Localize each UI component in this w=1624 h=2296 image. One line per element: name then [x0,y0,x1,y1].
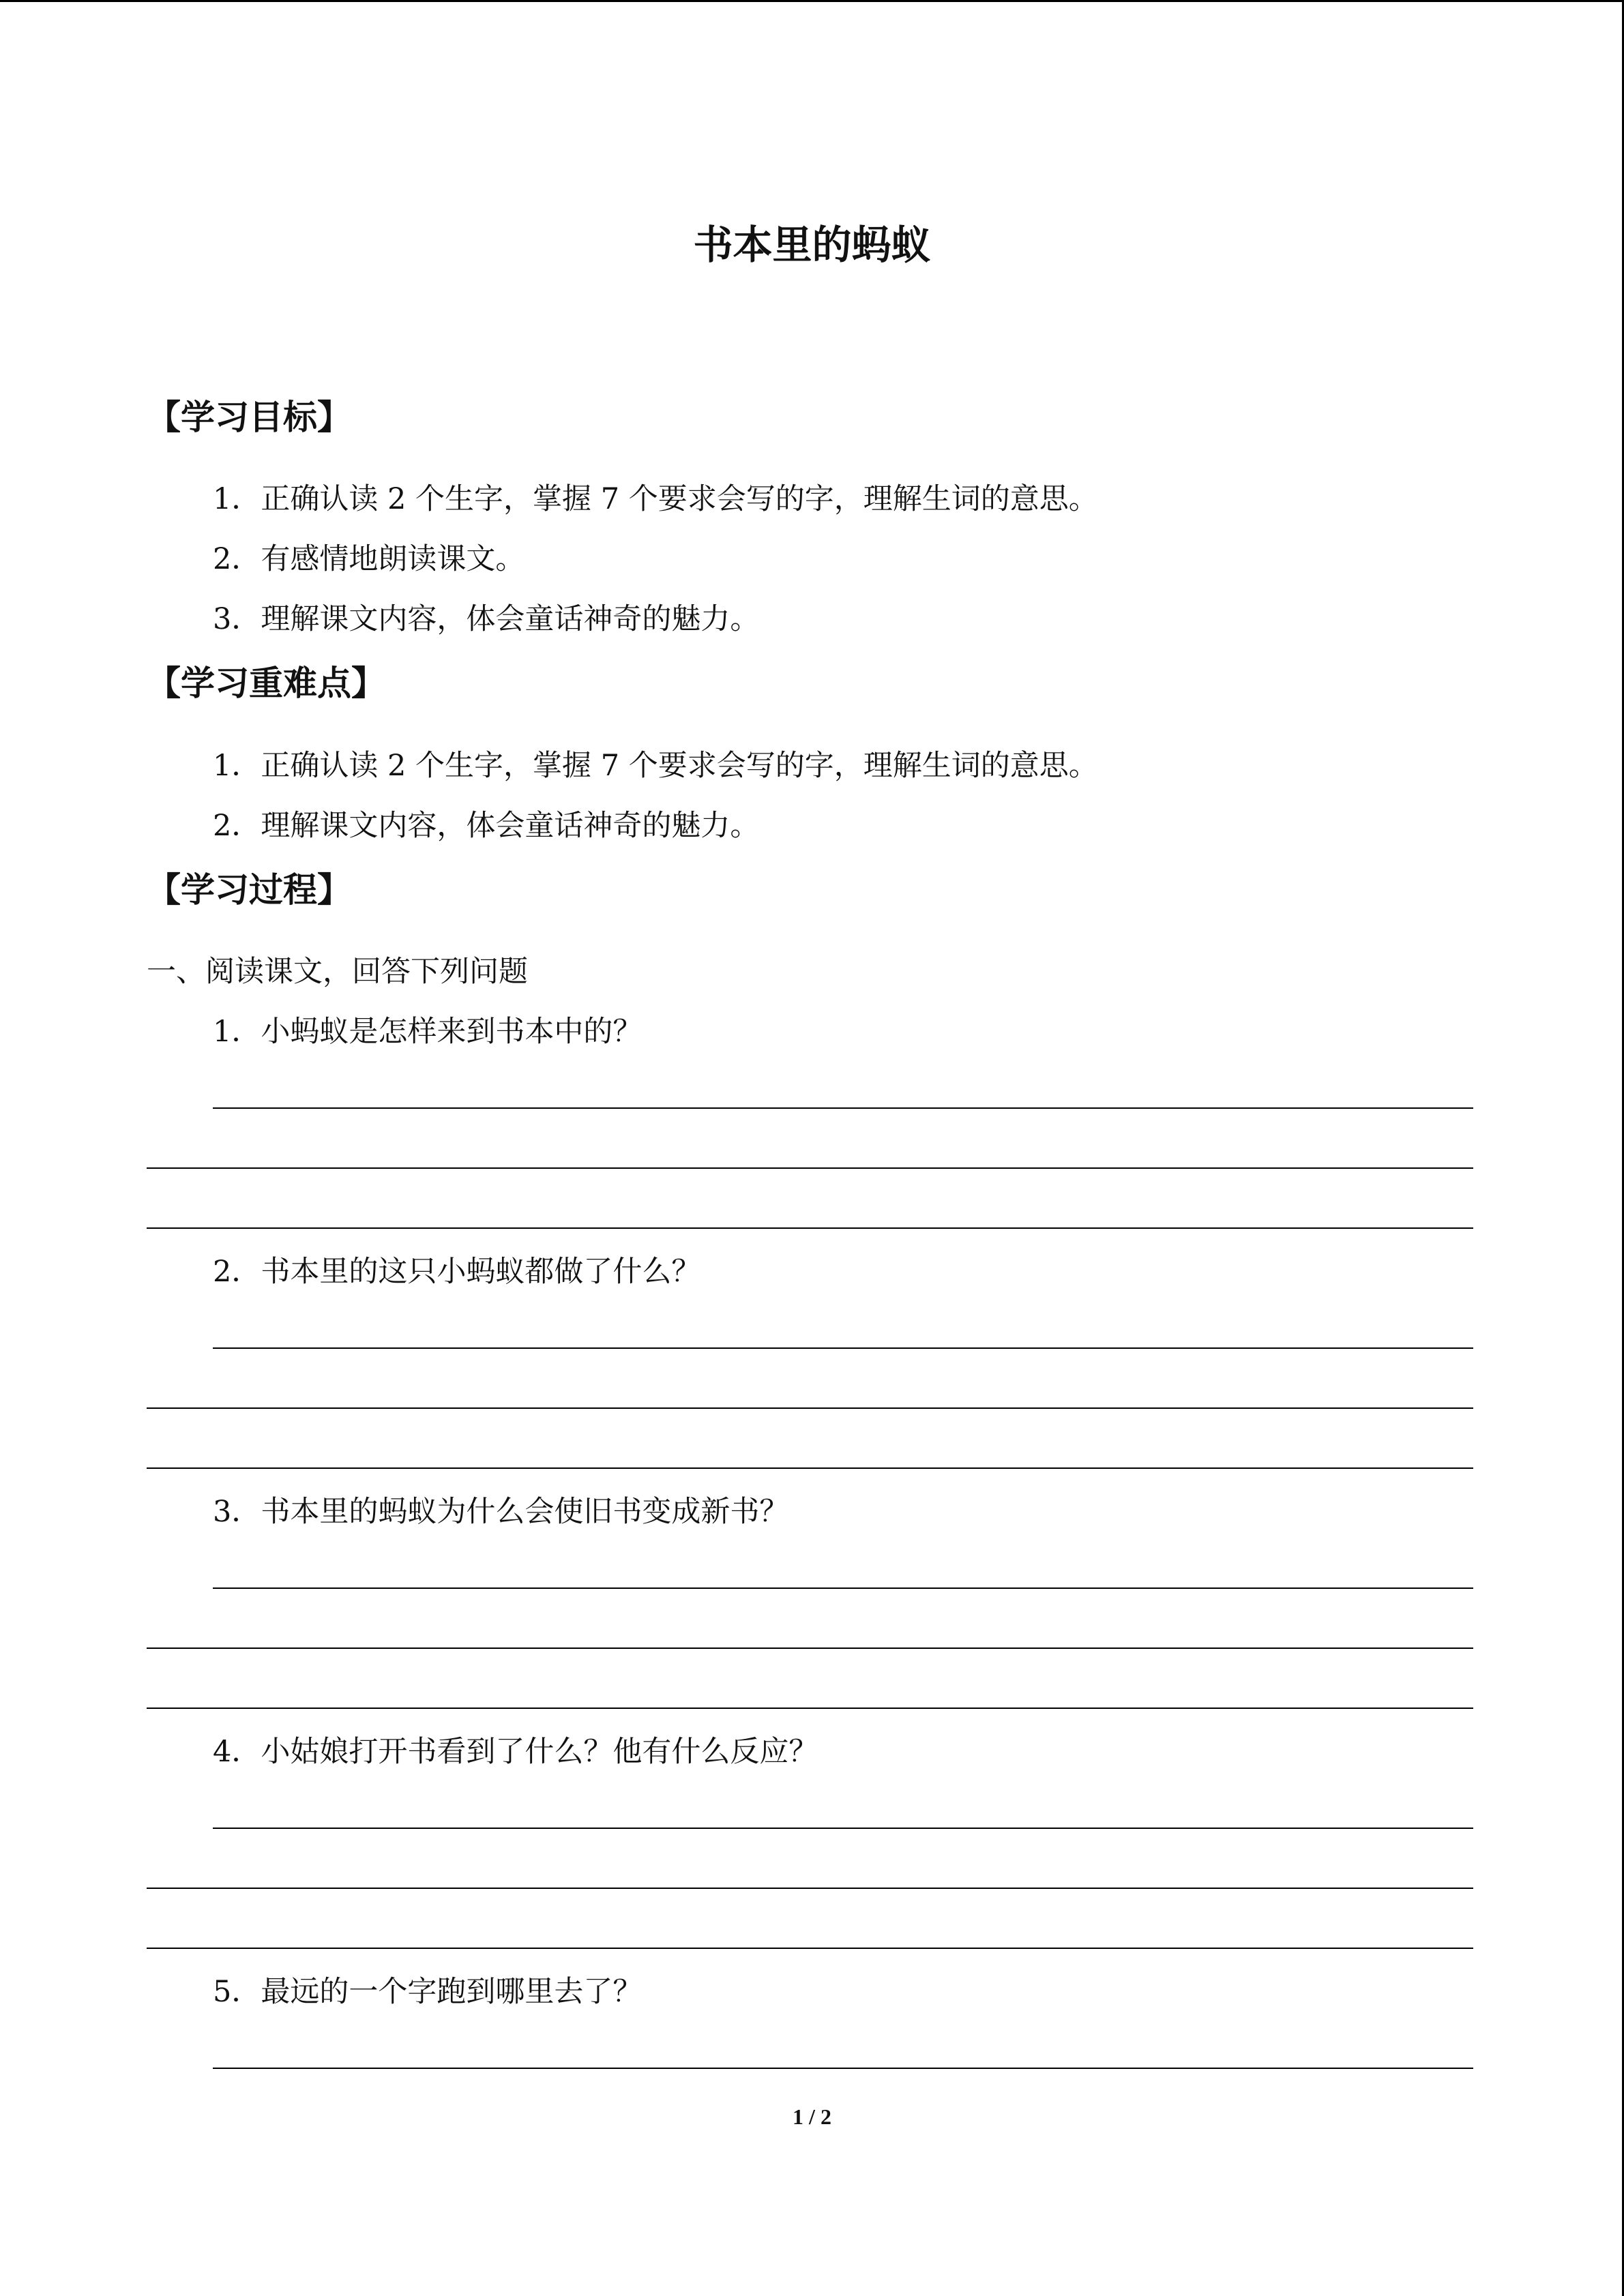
key-point-item: 2．理解课文内容，体会童话神奇的魅力。 [213,809,760,843]
page-number: 1 / 2 [793,2104,831,2129]
question-4: 4．小姑娘打开书看到了什么？他有什么反应？ [213,1735,818,1769]
answer-line[interactable] [213,1587,1473,1589]
answer-line[interactable] [147,1888,1473,1889]
answer-line[interactable] [147,1467,1473,1469]
answer-line[interactable] [147,1948,1473,1949]
goal-item: 2．有感情地朗读课文。 [213,542,525,576]
question-1: 1．小蚂蚁是怎样来到书本中的？ [213,1015,643,1049]
answer-line[interactable] [147,1648,1473,1649]
process-heading: 【学习过程】 [147,870,351,910]
answer-line[interactable] [147,1407,1473,1409]
question-2: 2．书本里的这只小蚂蚁都做了什么？ [213,1255,701,1289]
answer-line[interactable] [147,1167,1473,1169]
question-5: 5．最远的一个字跑到哪里去了？ [213,1975,643,2009]
answer-line[interactable] [147,1227,1473,1229]
question-3: 3．书本里的蚂蚁为什么会使旧书变成新书？ [213,1495,789,1529]
answer-line[interactable] [147,1708,1473,1709]
goal-item: 3．理解课文内容，体会童话神奇的魅力。 [213,602,760,636]
goal-item: 1．正确认读 2 个生字，掌握 7 个要求会写的字，理解生词的意思。 [213,482,1098,516]
answer-line[interactable] [213,1107,1473,1109]
answer-line[interactable] [213,2068,1473,2069]
answer-line[interactable] [213,1347,1473,1349]
goals-heading: 【学习目标】 [147,398,351,437]
page-title: 书本里的蚂蚁 [693,222,931,268]
answer-line[interactable] [213,1828,1473,1829]
key-point-item: 1．正确认读 2 个生字，掌握 7 个要求会写的字，理解生词的意思。 [213,749,1098,783]
key-points-heading: 【学习重难点】 [147,664,385,703]
section-title: 一、阅读课文，回答下列问题 [147,955,528,989]
